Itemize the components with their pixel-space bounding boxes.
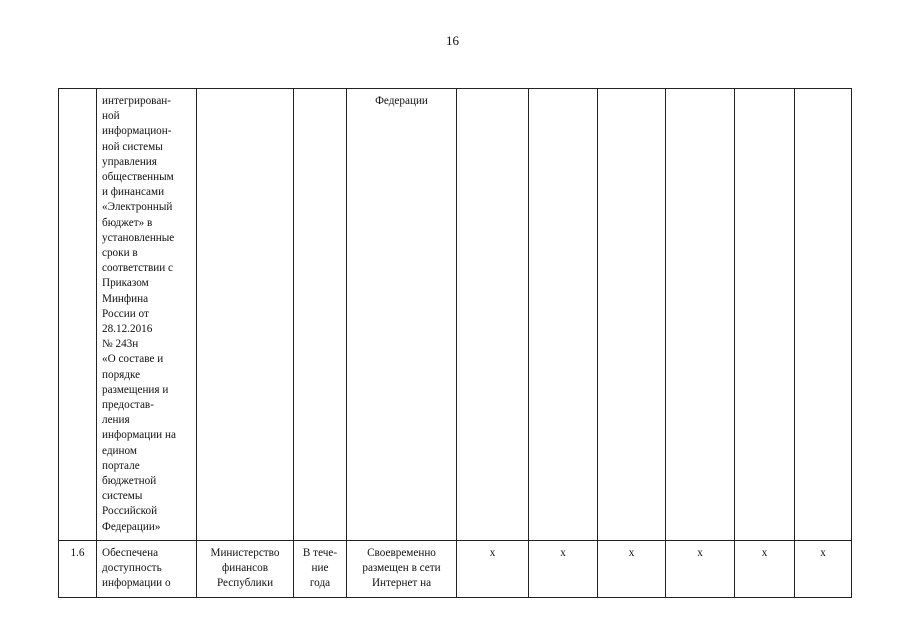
- executor-cell: [197, 89, 294, 541]
- term-cell: [294, 89, 347, 541]
- page-number: 16: [446, 33, 459, 48]
- text-line: общественным: [102, 171, 174, 184]
- text-line: Республики: [216, 577, 274, 590]
- text-line: ной системы: [102, 140, 163, 153]
- mark-cell: [795, 89, 852, 541]
- mark-cell: х: [529, 540, 598, 597]
- text-line: «О составе и: [102, 353, 164, 366]
- text-line: Министерство: [210, 546, 280, 559]
- table-row: [59, 540, 852, 597]
- mark-cell: х: [598, 540, 666, 597]
- text-line: России от: [102, 307, 149, 320]
- mark-cell: х: [735, 540, 795, 597]
- description-lines: [102, 94, 191, 535]
- text-line: бюджет» в: [102, 216, 153, 229]
- mark-cell: [735, 89, 795, 541]
- text-line: Своевременно: [367, 546, 436, 559]
- text-line: Федерации»: [102, 520, 161, 533]
- text-line: Федерации: [375, 95, 428, 107]
- table-row: [59, 89, 852, 541]
- mark-cell: [529, 89, 598, 541]
- mark-cell: х: [795, 540, 852, 597]
- text-line: порядке: [102, 368, 141, 381]
- text-line: размещен в сети: [362, 562, 441, 575]
- text-line: года: [309, 577, 331, 590]
- text-line: информацион-: [102, 125, 172, 138]
- text-line: информации на: [102, 429, 176, 442]
- text-line: Обеспечена: [102, 546, 159, 559]
- term-cell: [294, 540, 347, 597]
- result-lines: [352, 94, 451, 109]
- mark-cell: [598, 89, 666, 541]
- mark-cell: [457, 89, 529, 541]
- text-line: портале: [102, 459, 140, 472]
- text-line: 28.12.2016: [102, 323, 153, 336]
- text-line: Интернет на: [371, 577, 432, 590]
- description-cell: [97, 89, 197, 541]
- result-cell: [347, 89, 457, 541]
- text-line: сроки в: [102, 247, 138, 260]
- row-number-cell: 1.6: [59, 540, 97, 597]
- result-cell: [347, 540, 457, 597]
- text-line: Приказом: [102, 277, 149, 290]
- text-line: ние: [311, 562, 329, 575]
- row-number-cell: [59, 89, 97, 541]
- mark-cell: х: [457, 540, 529, 597]
- description-cell: [97, 540, 197, 597]
- text-line: установленные: [102, 231, 175, 244]
- term-lines: [299, 546, 341, 592]
- result-lines: [352, 546, 451, 592]
- text-line: «Электронный: [102, 201, 173, 214]
- text-line: доступность: [102, 562, 162, 575]
- executor-cell: [197, 540, 294, 597]
- description-lines: [102, 546, 191, 592]
- text-line: В тече-: [302, 546, 338, 559]
- text-line: системы: [102, 490, 143, 503]
- text-line: бюджетной: [102, 475, 157, 488]
- text-line: размещения и: [102, 383, 169, 396]
- text-line: информации о: [102, 577, 171, 590]
- text-line: № 243н: [102, 338, 139, 351]
- text-line: управления: [102, 155, 157, 168]
- text-line: ления: [102, 414, 130, 427]
- plan-table: [58, 88, 852, 598]
- mark-cell: [666, 89, 735, 541]
- text-line: предостав-: [102, 399, 154, 412]
- text-line: соответствии с: [102, 262, 173, 275]
- executor-lines: [202, 546, 288, 592]
- mark-cell: х: [666, 540, 735, 597]
- text-line: Минфина: [102, 292, 149, 305]
- text-line: интегрирован-: [102, 95, 171, 107]
- text-line: ной: [102, 110, 120, 123]
- text-line: и финансами: [102, 186, 165, 199]
- text-line: едином: [102, 444, 137, 457]
- text-line: финансов: [221, 562, 269, 575]
- text-line: Российской: [102, 505, 158, 518]
